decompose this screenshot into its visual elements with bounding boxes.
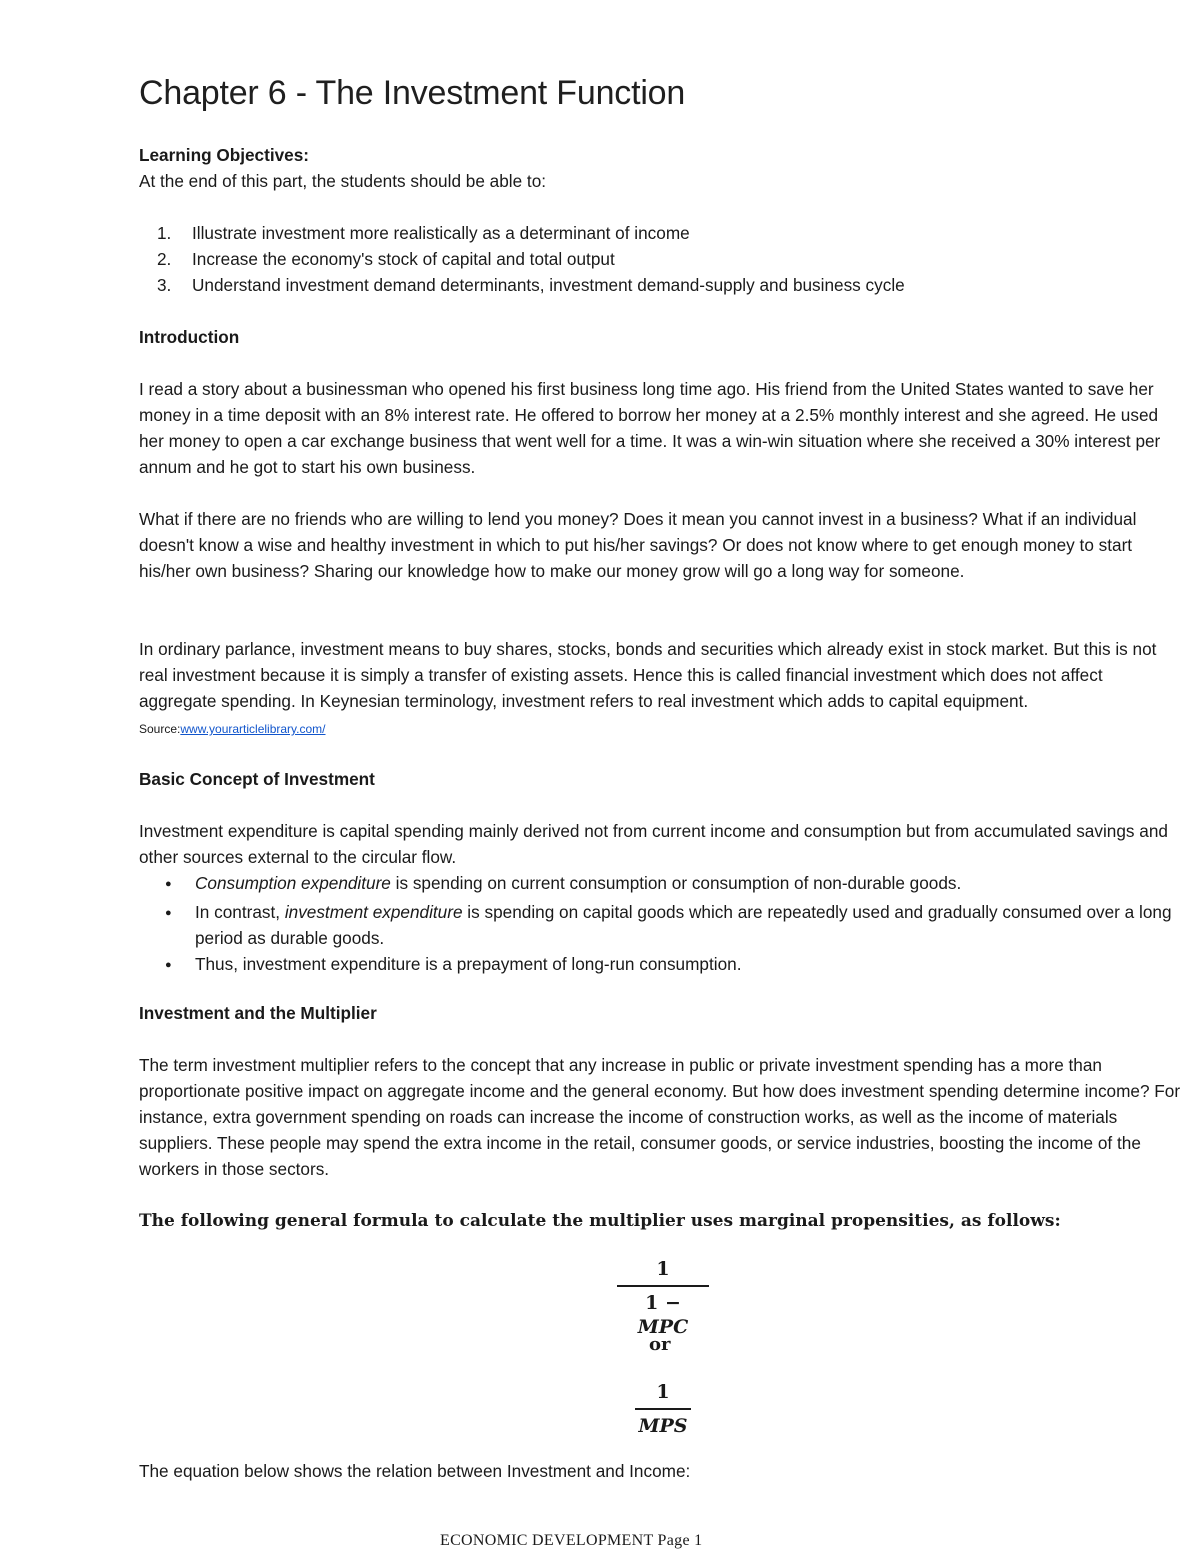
fraction-bar [617, 1285, 709, 1287]
list-item: ● In contrast, investment expenditure is spending on capital goods which are repeatedly used and gradually consumed over a long period as durable goods. [139, 899, 1184, 951]
basic-concept-paragraph: Investment expenditure is capital spending mainly derived not from current income and consumption but from accumulated savings and other sources external to the circular flow. [139, 821, 1168, 867]
introduction-paragraph-2: What if there are no friends who are willing to lend you money? Does it mean you cannot invest in a business? What if an individual doesn't know a wise and healthy investment in which to put his/her savings? Or does not know where to get enough money to start his/her own business? Sharing our knowledge how to make our money grow will go a long way for someone. [139, 509, 1137, 581]
basic-concept-heading: Basic Concept of Investment [139, 769, 375, 789]
list-item: 1. Illustrate investment more realistically as a determinant of income [157, 223, 690, 243]
basic-concept-bullets [139, 870, 1184, 980]
formula-denominator: MPS [638, 1415, 688, 1437]
multiplier-paragraph: The term investment multiplier refers to the concept that any increase in public or private investment spending has a more than proportionate positive impact on aggregate income and the general economy. But how does investment spending determine income? For instance, extra government spending on roads can increase the income of construction works, as well as the income of materials suppliers. These people may spend the extra income in the retail, consumer goods, or service industries, boosting the income of the workers in those sectors. [139, 1055, 1181, 1179]
bullet-icon [165, 951, 195, 980]
page-footer: ECONOMIC DEVELOPMENT Page 1 [440, 1532, 703, 1549]
closing-sentence: The equation below shows the relation between Investment and Income: [139, 1461, 691, 1481]
introduction-paragraph-3: In ordinary parlance, investment means to buy shares, stocks, bonds and securities which already exist in stock market. But this is not real investment because it is simply a transfer of existing assets. Hence this is called financial investment which does not affect aggregate spending. In Keynesian terminology, investment refers to real investment which adds to capital equipment. Source:www.yourarticlelibrary.com/ [139, 639, 1157, 736]
introduction-paragraph-1: I read a story about a businessman who opened his first business long time ago. His friend from the United States wanted to save her money in a time deposit with an 8% interest rate. He offered to borrow her money at a 2.5% monthly interest and she agreed. He used her money to open a car exchange business that went well for a time. It was a win-win situation where she received a 30% interest per annum and he got to start his own business. [139, 379, 1161, 477]
list-item: ● Consumption expenditure is spending on current consumption or consumption of non-durable goods. [139, 870, 1184, 899]
multiplier-heading: Investment and the Multiplier [139, 1003, 377, 1023]
formula-numerator: 1 [656, 1381, 670, 1403]
fraction-bar [635, 1408, 691, 1410]
objectives-heading: Learning Objectives: [139, 145, 310, 165]
source-label: Source: [139, 722, 181, 736]
bullet-icon [165, 899, 195, 951]
formula-mpc [617, 1257, 709, 1339]
list-item: 2. Increase the economy's stock of capital and total output [157, 249, 615, 269]
bullet-icon [165, 870, 195, 899]
source-link[interactable]: www.yourarticlelibrary.com/ [180, 722, 326, 736]
formula-denominator: 1 − MPC [637, 1292, 689, 1338]
introduction-heading: Introduction [139, 327, 240, 347]
formula-intro: The following general formula to calculate the multiplier uses marginal propensities, as follows: [139, 1211, 1061, 1231]
objectives-intro: At the end of this part, the students should be able to: [139, 171, 547, 191]
objectives-list [139, 220, 1184, 298]
list-item: 3. Understand investment demand determinants, investment demand-supply and business cycle [157, 275, 905, 295]
objectives-section [139, 142, 1184, 194]
formula-or: or [649, 1334, 671, 1355]
page-title: Chapter 6 - The Investment Function [139, 74, 686, 112]
formula-numerator: 1 [656, 1258, 670, 1280]
formula-mps [617, 1380, 709, 1438]
list-item: ● Thus, investment expenditure is a prepayment of long-run consumption. [139, 951, 1184, 980]
